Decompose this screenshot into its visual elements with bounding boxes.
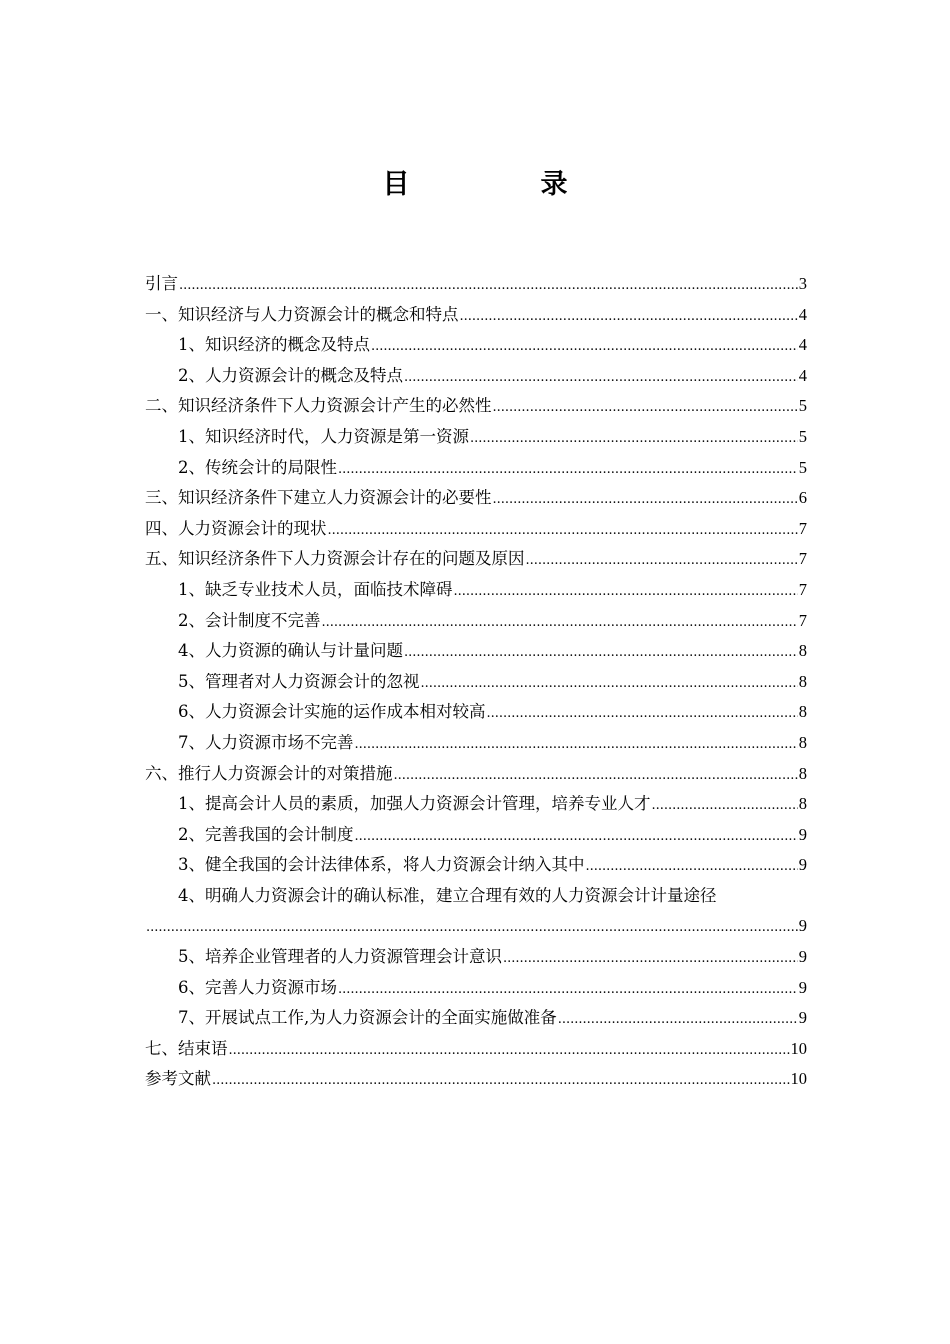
toc-entry-text: 2、人力资源会计的概念及特点 <box>178 365 403 385</box>
toc-entry-text: 6、人力资源会计实施的运作成本相对较高 <box>178 702 486 722</box>
toc-entry-references[interactable] <box>145 1064 807 1095</box>
toc-page-number: 10 <box>790 1038 807 1058</box>
toc-leader-dots <box>355 730 798 761</box>
toc-leader-dots <box>404 363 798 394</box>
toc-leader-dots <box>526 546 798 577</box>
toc-entry-chapter-6[interactable] <box>145 759 807 790</box>
toc-entry-text: 2、会计制度不完善 <box>178 610 321 630</box>
toc-leader-dots <box>394 761 798 792</box>
toc-entry-section-6-6[interactable] <box>145 973 807 1004</box>
toc-leader-dots <box>503 944 798 975</box>
toc-page-number: 4 <box>798 335 807 355</box>
toc-page-number: 7 <box>798 579 807 599</box>
toc-page-number: 8 <box>798 763 807 783</box>
toc-entry-text: 一、知识经济与人力资源会计的概念和特点 <box>145 304 459 324</box>
toc-entry-section-5-4[interactable] <box>145 636 807 667</box>
toc-page-number: 5 <box>798 457 807 477</box>
toc-entry-text: 六、推行人力资源会计的对策措施 <box>145 763 393 783</box>
toc-page-number: 8 <box>798 702 807 722</box>
page-title: 目 录 <box>382 169 620 200</box>
toc-page-number: 6 <box>798 488 807 508</box>
toc-leader-dots <box>212 1066 790 1097</box>
toc-leader-dots <box>371 332 798 363</box>
toc-leader-dots <box>338 975 798 1006</box>
toc-entry-text: 引言 <box>145 274 178 293</box>
toc-entry-section-5-2[interactable] <box>145 606 807 637</box>
toc-entry-text: 七、结束语 <box>145 1038 228 1058</box>
toc-entry-text: 1、提高会计人员的素质，加强人力资源会计管理，培养专业人才 <box>178 794 651 814</box>
toc-page-number: 8 <box>798 732 807 752</box>
toc-page-number: 5 <box>798 426 807 446</box>
toc-leader-dots <box>229 1036 790 1067</box>
toc-page-number: 8 <box>798 794 807 814</box>
toc-entry-text: 7、人力资源市场不完善 <box>178 732 354 752</box>
toc-entry-text: 5、培养企业管理者的人力资源管理会计意识 <box>178 947 502 967</box>
toc-entry-text: 4、明确人力资源会计的确认标准，建立合理有效的人力资源会计计量途径 <box>178 885 717 905</box>
toc-entry-chapter-7[interactable] <box>145 1034 807 1065</box>
toc-leader-dots <box>586 852 798 883</box>
toc-page-number: 7 <box>798 610 807 630</box>
toc-entry-chapter-3[interactable] <box>145 483 807 514</box>
toc-entry-section-5-7[interactable] <box>145 728 807 759</box>
toc-page-number: 10 <box>790 1069 807 1089</box>
toc-entry-section-6-7[interactable] <box>145 1003 807 1034</box>
toc-page-number: 9 <box>798 855 807 875</box>
toc-entry-text: 2、完善我国的会计制度 <box>178 824 354 844</box>
toc-leader-dots <box>404 638 798 669</box>
table-of-contents <box>145 269 807 1095</box>
toc-entry-section-5-1[interactable] <box>145 575 807 606</box>
toc-entry-section-6-4[interactable] <box>145 881 807 942</box>
toc-entry-text: 2、传统会计的局限性 <box>178 457 337 477</box>
toc-entry-section-2-1[interactable] <box>145 422 807 453</box>
toc-leader-dots <box>421 669 798 700</box>
toc-page-number: 3 <box>798 274 807 293</box>
toc-leader-dots <box>487 699 798 730</box>
toc-entry-text: 5、管理者对人力资源会计的忽视 <box>178 671 420 691</box>
toc-entry-section-1-1[interactable] <box>145 330 807 361</box>
toc-entry-section-2-2[interactable] <box>145 453 807 484</box>
toc-leader-dots <box>558 1005 798 1036</box>
toc-page-number: 9 <box>798 916 807 936</box>
toc-leader-dots <box>179 271 798 302</box>
toc-entry-section-1-2[interactable] <box>145 361 807 392</box>
toc-entry-section-6-2[interactable] <box>145 820 807 851</box>
toc-entry-text: 1、知识经济的概念及特点 <box>178 335 370 355</box>
toc-entry-section-5-6[interactable] <box>145 697 807 728</box>
toc-entry-section-6-3[interactable] <box>145 850 807 881</box>
toc-page-number: 4 <box>798 365 807 385</box>
toc-leader-dots <box>460 302 798 333</box>
toc-entry-text: 参考文献 <box>145 1069 211 1089</box>
toc-leader-dots <box>493 485 798 516</box>
toc-entry-text: 6、完善人力资源市场 <box>178 977 337 997</box>
toc-page-number: 7 <box>798 518 807 538</box>
toc-page-number: 9 <box>798 824 807 844</box>
toc-leader-dots <box>454 577 798 608</box>
toc-page-number: 4 <box>798 304 807 324</box>
toc-entry-text: 二、知识经济条件下人力资源会计产生的必然性 <box>145 396 492 416</box>
toc-entry-section-5-5[interactable] <box>145 667 807 698</box>
toc-entry-chapter-5[interactable] <box>145 544 807 575</box>
toc-leader-dots <box>355 822 798 853</box>
toc-leader-dots <box>146 913 798 944</box>
toc-entry-text: 7、开展试点工作,为人力资源会计的全面实施做准备 <box>178 1008 557 1028</box>
toc-page-number: 8 <box>798 671 807 691</box>
toc-page-number: 7 <box>798 549 807 569</box>
toc-entry-text: 3、健全我国的会计法律体系，将人力资源会计纳入其中 <box>178 855 585 875</box>
toc-entry-text: 四、人力资源会计的现状 <box>145 518 327 538</box>
toc-entry-section-6-5[interactable] <box>145 942 807 973</box>
toc-page-number: 9 <box>798 947 807 967</box>
toc-leader-dots <box>338 455 798 486</box>
toc-page-number: 9 <box>798 1008 807 1028</box>
toc-entry-text: 1、缺乏专业技术人员，面临技术障碍 <box>178 579 453 599</box>
toc-entry-chapter-1[interactable] <box>145 300 807 331</box>
toc-leader-dots <box>322 608 798 639</box>
toc-page-number: 8 <box>798 641 807 661</box>
toc-page-number: 5 <box>798 396 807 416</box>
toc-entry-section-6-1[interactable] <box>145 789 807 820</box>
toc-entry-chapter-4[interactable] <box>145 514 807 545</box>
toc-leader-dots <box>493 393 798 424</box>
toc-leader-dots <box>470 424 798 455</box>
toc-entry-chapter-2[interactable] <box>145 391 807 422</box>
toc-page-number: 9 <box>798 977 807 997</box>
toc-entry-text: 1、知识经济时代，人力资源是第一资源 <box>178 426 469 446</box>
toc-entry-text: 4、人力资源的确认与计量问题 <box>178 641 403 661</box>
toc-entry-introduction[interactable] <box>145 269 807 300</box>
toc-entry-text: 三、知识经济条件下建立人力资源会计的必要性 <box>145 488 492 508</box>
toc-leader-dots <box>328 516 798 547</box>
toc-leader-dots <box>652 791 798 822</box>
toc-entry-text: 五、知识经济条件下人力资源会计存在的问题及原因 <box>145 549 525 569</box>
toc-entry-continuation <box>145 911 807 942</box>
